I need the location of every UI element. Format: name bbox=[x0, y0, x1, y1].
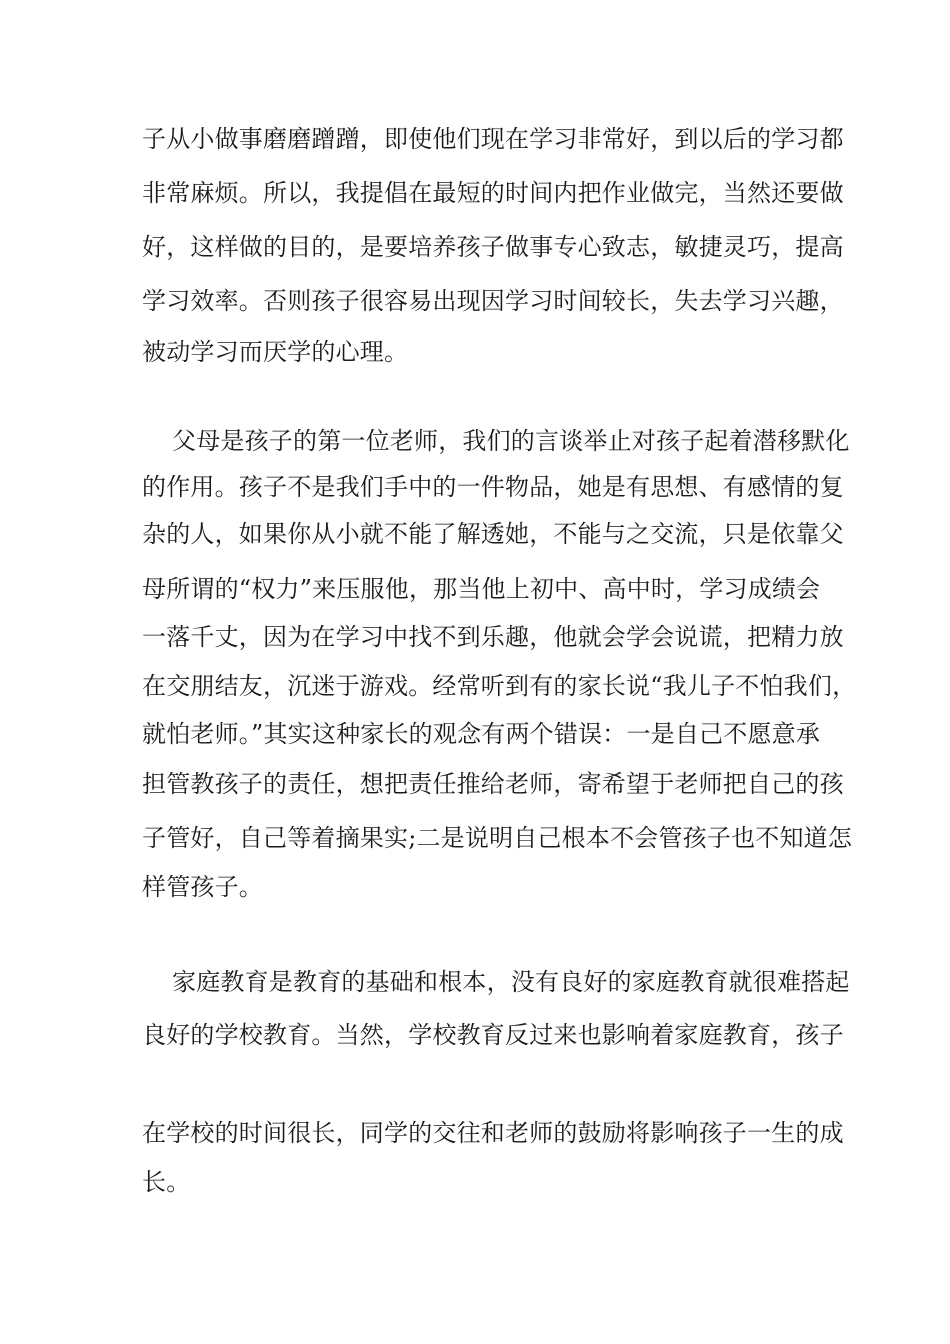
text-line: 被动学习而厌学的心理。 bbox=[142, 338, 409, 366]
text-line: 长。 bbox=[142, 1168, 191, 1196]
text-line: 家庭教育是教育的基础和根本，没有良好的家庭教育就很难搭起 bbox=[172, 968, 850, 996]
text-line: 杂的人，如果你从小就不能了解透她，不能与之交流，只是依靠父 bbox=[142, 520, 844, 548]
text-line: 好，这样做的目的，是要培养孩子做事专心致志，敏捷灵巧，提高 bbox=[142, 233, 844, 261]
text-line: 在学校的时间很长，同学的交往和老师的鼓励将影响孩子一生的成 bbox=[142, 1119, 844, 1147]
text-line: 学习效率。否则孩子很容易出现因学习时间较长，失去学习兴趣， bbox=[142, 287, 844, 315]
text-line: 的作用。孩子不是我们手中的一件物品，她是有思想、有感情的复 bbox=[142, 473, 844, 501]
text-line: 母所谓的“权力”来压服他，那当他上初中、高中时，学习成绩会 bbox=[142, 575, 821, 603]
text-line: 一落千丈，因为在学习中找不到乐趣，他就会学会说谎，把精力放 bbox=[142, 623, 844, 651]
text-line: 父母是孩子的第一位老师，我们的言谈举止对孩子起着潜移默化 bbox=[172, 427, 850, 455]
text-line: 子管好，自己等着摘果实;二是说明自己根本不会管孩子也不知道怎 bbox=[142, 824, 853, 852]
text-line: 样管孩子。 bbox=[142, 873, 263, 901]
text-line: 良好的学校教育。当然，学校教育反过来也影响着家庭教育，孩子 bbox=[142, 1021, 844, 1049]
text-line: 担管教孩子的责任，想把责任推给老师，寄希望于老师把自己的孩 bbox=[142, 770, 844, 798]
text-line: 子从小做事磨磨蹭蹭，即使他们现在学习非常好，到以后的学习都 bbox=[142, 125, 844, 153]
text-line: 就怕老师。”其实这种家长的观念有两个错误：一是自己不愿意承 bbox=[142, 720, 821, 748]
text-line: 在交朋结友，沉迷于游戏。经常听到有的家长说“我儿子不怕我们， bbox=[142, 672, 857, 700]
text-line: 非常麻烦。所以，我提倡在最短的时间内把作业做完，当然还要做 bbox=[142, 179, 844, 207]
